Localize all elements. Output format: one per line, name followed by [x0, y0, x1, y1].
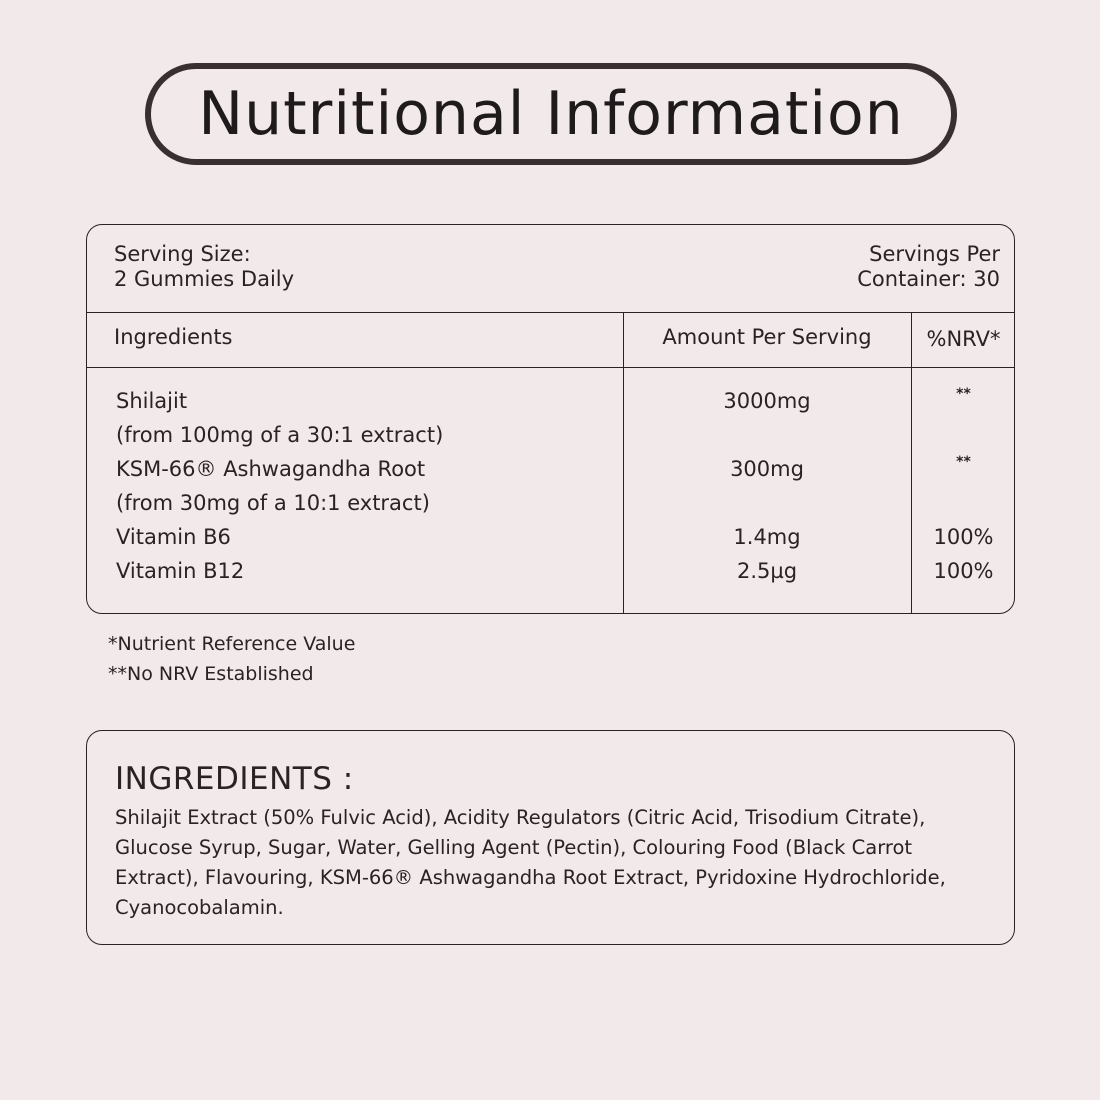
ingredient-nrv: ** [956, 454, 971, 470]
serving-size [114, 242, 294, 292]
ingredient-name: KSM-66® Ashwagandha Root [116, 457, 426, 481]
footnotes [108, 629, 355, 689]
ingredients-heading: INGREDIENTS : [115, 761, 354, 797]
ingredients-text: Shilajit Extract (50% Fulvic Acid), Acidity Regulators (Citric Acid, Trisodium Citrate), Glucose Syrup, Sugar, Water, Gelling Agent (Pectin), Colouring Food (Black Carrot Extract), Flavouring, KSM-66® Ashwagandha Root Extract, Pyridoxine Hydrochloride, Cyanocobalamin. [115, 806, 946, 919]
title-banner [145, 63, 957, 165]
serving-info-row [87, 225, 1014, 313]
table-row [87, 525, 1014, 559]
table-row [87, 491, 1014, 525]
header-ingredients: Ingredients [114, 325, 233, 349]
ingredient-name: Vitamin B6 [116, 525, 231, 549]
ingredient-nrv: ** [956, 386, 971, 402]
table-row [87, 386, 1014, 423]
page-title: Nutritional Information [198, 79, 904, 149]
servings-per-container-line1: Servings Per [869, 242, 1000, 266]
ingredient-name: Shilajit [116, 389, 188, 413]
servings-per-container [857, 242, 1000, 292]
footnote-nrv: *Nutrient Reference Value [108, 633, 356, 655]
table-row [87, 559, 1014, 593]
servings-per-container-line2: Container: 30 [857, 267, 1000, 291]
nutrition-facts-table [86, 224, 1015, 614]
ingredient-amount: 1.4mg [733, 525, 801, 549]
header-nrv: %NRV* [926, 327, 1001, 351]
ingredient-note: (from 30mg of a 10:1 extract) [116, 491, 430, 515]
ingredient-name: Vitamin B12 [116, 559, 245, 583]
serving-size-label: Serving Size: [114, 242, 251, 266]
table-header-row [87, 312, 1014, 368]
ingredient-nrv: 100% [933, 525, 994, 549]
ingredient-nrv: 100% [933, 559, 994, 583]
ingredient-amount: 300mg [730, 457, 804, 481]
ingredient-note: (from 100mg of a 30:1 extract) [116, 423, 444, 447]
table-row [87, 454, 1014, 491]
footnote-no-nrv: **No NRV Established [108, 663, 314, 685]
header-amount: Amount Per Serving [662, 325, 872, 349]
ingredients-panel [86, 730, 1015, 945]
ingredient-amount: 3000mg [723, 389, 811, 413]
ingredient-amount: 2.5µg [736, 559, 798, 583]
serving-size-value: 2 Gummies Daily [114, 267, 295, 291]
table-row [87, 423, 1014, 457]
